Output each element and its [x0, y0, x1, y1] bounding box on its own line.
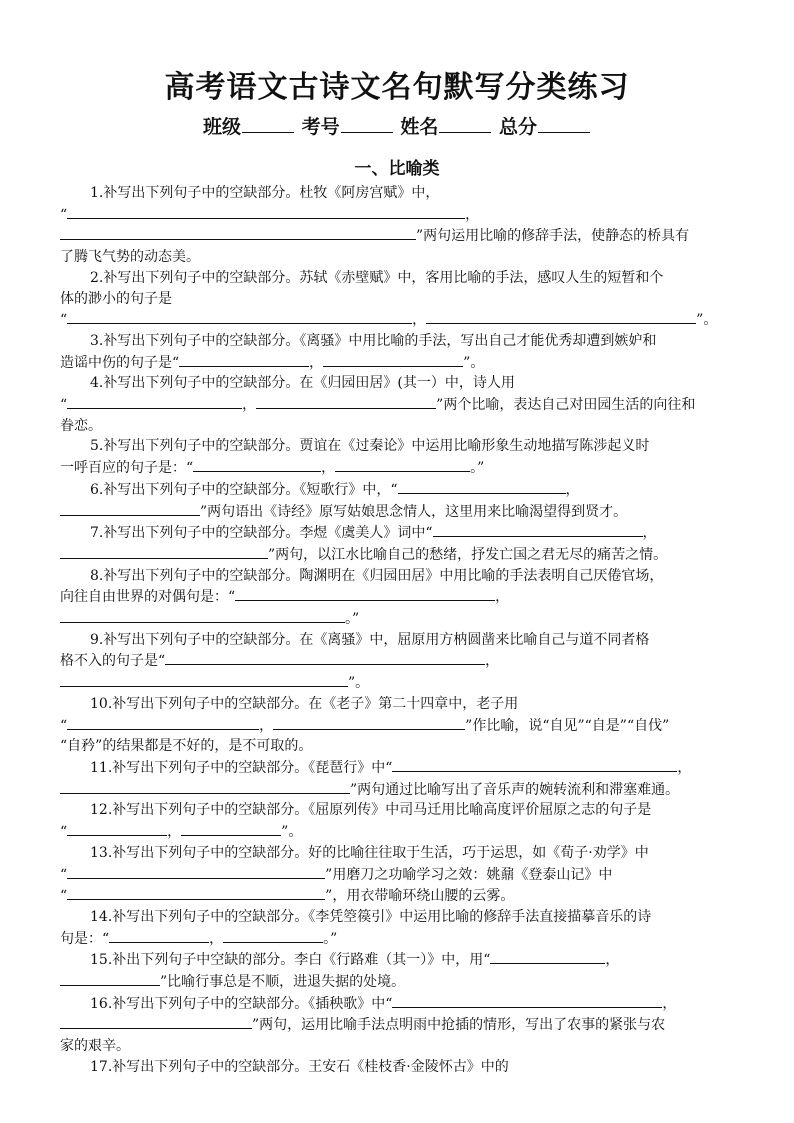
comma: ，: [677, 759, 692, 776]
answer-blank[interactable]: [433, 522, 643, 537]
answer-blank[interactable]: [193, 457, 321, 472]
quote-open: “: [60, 397, 68, 414]
answer-blank[interactable]: [273, 715, 465, 730]
question-text: 8.补写出下列句子中的空缺部分。陶渊明在《归园田居》中用比喻的手法表明自己厌倦官场，: [90, 567, 664, 584]
quote-close: 。”: [345, 611, 360, 628]
question-text: ”两句运用比喻的修辞手法，使静态的桥具有: [416, 228, 690, 245]
class-label: 班级: [203, 116, 242, 138]
quote-close: ”。: [348, 675, 370, 692]
question-10: [60, 694, 734, 757]
answer-blank[interactable]: [67, 864, 325, 879]
question-text: 9.补写出下列句子中的空缺部分。在《离骚》中，屈原用方枘圆凿来比喻自己与道不同者格: [90, 631, 650, 648]
question-text: 家的艰辛。: [60, 1038, 130, 1055]
question-text: ”两个比喻，表达自己对田园生活的向往和: [436, 397, 696, 414]
question-11: [60, 757, 734, 800]
question-7: [60, 522, 734, 565]
answer-blank[interactable]: [223, 928, 323, 943]
quote-open: “: [60, 866, 68, 883]
comma: ，: [465, 206, 480, 223]
question-text: ”两句，运用比喻手法点明雨中抢插的情形，写出了农事的紧张与农: [252, 1017, 666, 1034]
answer-blank[interactable]: [60, 779, 350, 794]
score-label: 总分: [498, 116, 537, 138]
question-text: 向往自由世界的对偶句是：“: [60, 589, 236, 606]
question-text: 造谣中伤的句子是“: [60, 354, 180, 371]
answer-blank[interactable]: [392, 993, 662, 1008]
question-5: [60, 436, 734, 478]
answer-blank[interactable]: [181, 821, 281, 836]
question-text: 一呼百应的句子是：“: [60, 460, 194, 477]
question-text: ”，用衣带喻环绕山腰的云雾。: [325, 888, 515, 905]
question-text: 12.补写出下列句子中的空缺部分。《屈原列传》中司马迁用比喻高度评价屈原之志的句子是: [90, 802, 652, 819]
comma: ，: [605, 952, 620, 969]
comma: ，: [259, 717, 274, 734]
answer-blank[interactable]: [60, 971, 160, 986]
question-4: [60, 373, 734, 436]
question-list: [60, 183, 734, 1078]
comma: ，: [565, 481, 580, 498]
comma: ，: [642, 525, 657, 542]
class-blank[interactable]: [242, 114, 294, 133]
answer-blank[interactable]: [60, 225, 416, 240]
comma: ，: [485, 653, 500, 670]
number-label: 考号: [301, 116, 340, 138]
answer-blank[interactable]: [67, 204, 465, 219]
answer-blank[interactable]: [490, 949, 605, 964]
student-info-row: [0, 112, 794, 139]
number-blank[interactable]: [341, 114, 393, 133]
comma: ，: [662, 995, 677, 1012]
answer-blank[interactable]: [335, 457, 470, 472]
question-text: 16.补写出下列句子中的空缺部分。《插秧歌》中“: [90, 995, 393, 1012]
name-label: 姓名: [400, 116, 439, 138]
answer-blank[interactable]: [60, 544, 268, 559]
question-text: 句是：“: [60, 930, 110, 947]
answer-blank[interactable]: [60, 608, 345, 623]
question-9: [60, 630, 734, 694]
question-text: 11.补写出下列句子中的空缺部分。《琵琶行》中“: [90, 759, 393, 776]
answer-blank[interactable]: [67, 394, 242, 409]
answer-blank[interactable]: [235, 586, 495, 601]
answer-blank[interactable]: [67, 715, 259, 730]
answer-blank[interactable]: [67, 309, 412, 324]
answer-blank[interactable]: [109, 928, 209, 943]
question-text: 3.补写出下列句子中的空缺部分。《离骚》中用比喻的手法，写出自己才能优秀却遭到嫉妒和: [90, 332, 657, 349]
quote-close: ”。: [463, 354, 485, 371]
comma: ，: [309, 354, 324, 371]
answer-blank[interactable]: [60, 1014, 252, 1029]
question-15: [60, 949, 734, 992]
page-title: 高考语文古诗文名句默写分类练习: [164, 70, 630, 105]
question-17: [60, 1057, 734, 1078]
question-text: 13.补写出下列句子中的空缺部分。好的比喻往往取于生活，巧于运思，如《荀子·劝学》中: [90, 844, 649, 861]
question-text: 了腾飞气势的动态美。: [60, 249, 200, 266]
answer-blank[interactable]: [426, 309, 696, 324]
question-text: ”比喻行事总是不顺，进退失据的处境。: [160, 974, 406, 991]
question-text: 15.补出下列句子中空缺的部分。李白《行路难（其一）》中，用“: [90, 952, 491, 969]
comma: ，: [242, 397, 257, 414]
quote-close: ”。: [281, 824, 303, 841]
quote-close: 。”: [470, 460, 485, 477]
question-3: [60, 331, 734, 373]
quote-open: “: [60, 206, 68, 223]
answer-blank[interactable]: [67, 885, 325, 900]
name-blank[interactable]: [439, 114, 491, 133]
question-text: 10.补写出下列句子中的空缺部分。在《老子》第二十四章中，老子用: [90, 695, 519, 712]
comma: ，: [209, 930, 224, 947]
question-text: 2.补写出下列句子中的空缺部分。苏轼《赤壁赋》中，客用比喻的手法，感叹人生的短暂和个: [90, 269, 664, 286]
question-text: ”两句，以江水比喻自己的愁绪，抒发亡国之君无尽的痛苦之情。: [268, 546, 668, 563]
question-14: [60, 907, 734, 949]
question-8: [60, 566, 734, 630]
question-13: [60, 843, 734, 907]
quote-close: ”。: [696, 312, 718, 329]
answer-blank[interactable]: [165, 650, 485, 665]
question-2: [60, 268, 734, 331]
comma: ，: [321, 460, 336, 477]
score-blank[interactable]: [538, 114, 590, 133]
question-16: [60, 993, 734, 1057]
quote-open: “: [60, 888, 68, 905]
question-text: 6.补写出下列句子中的空缺部分。《短歌行》中，“: [90, 481, 398, 498]
answer-blank[interactable]: [392, 757, 677, 772]
comma: ，: [495, 589, 510, 606]
question-text: 眷恋。: [60, 417, 102, 434]
answer-blank[interactable]: [323, 352, 463, 367]
question-text: ”作比喻，说“自见”“自是”“自伐”: [465, 717, 670, 734]
quote-close: 。”: [323, 930, 338, 947]
answer-blank[interactable]: [60, 672, 348, 687]
question-text: ”两句通过比喻写出了音乐声的婉转流利和滞塞难通。: [350, 781, 680, 798]
answer-blank[interactable]: [60, 501, 200, 516]
section-heading: 一、比喻类: [354, 159, 440, 179]
comma: ，: [412, 312, 427, 329]
question-text: 1.补写出下列句子中的空缺部分。杜牧《阿房宫赋》中，: [90, 185, 440, 201]
question-text: 7.补写出下列句子中的空缺部分。李煜《虞美人》词中“: [90, 525, 433, 542]
question-1: [60, 183, 734, 268]
question-12: [60, 800, 734, 842]
question-6: [60, 479, 734, 522]
question-text: ”两句语出《诗经》原写姑娘思念情人，这里用来比喻渴望得到贤才。: [200, 503, 628, 520]
question-text: “自矜”的结果都是不好的，是不可取的。: [60, 738, 313, 755]
question-text: 格不入的句子是“: [60, 653, 166, 670]
answer-blank[interactable]: [67, 821, 167, 836]
quote-open: “: [60, 824, 68, 841]
comma: ，: [167, 824, 182, 841]
answer-blank[interactable]: [179, 352, 309, 367]
question-text: 5.补写出下列句子中的空缺部分。贾谊在《过秦论》中运用比喻形象生动地描写陈涉起义时: [90, 438, 650, 455]
answer-blank[interactable]: [398, 479, 566, 494]
question-text: 14.补写出下列句子中的空缺部分。《李凭箜篌引》中运用比喻的修辞手法直接描摹音乐的诗: [90, 908, 652, 925]
question-text: 体的渺小的句子是: [60, 290, 172, 307]
quote-open: “: [60, 717, 68, 734]
quote-open: “: [60, 312, 68, 329]
question-text: 17.补写出下列句子中的空缺部分。王安石《桂枝香·金陵怀古》中的: [90, 1058, 509, 1075]
answer-blank[interactable]: [256, 394, 436, 409]
question-text: 4.补写出下列句子中的空缺部分。在《归园田居》(其一）中，诗人用: [90, 375, 515, 392]
question-text: ”用磨刀之功喻学习之效：姚鼐《登泰山记》中: [325, 866, 613, 883]
